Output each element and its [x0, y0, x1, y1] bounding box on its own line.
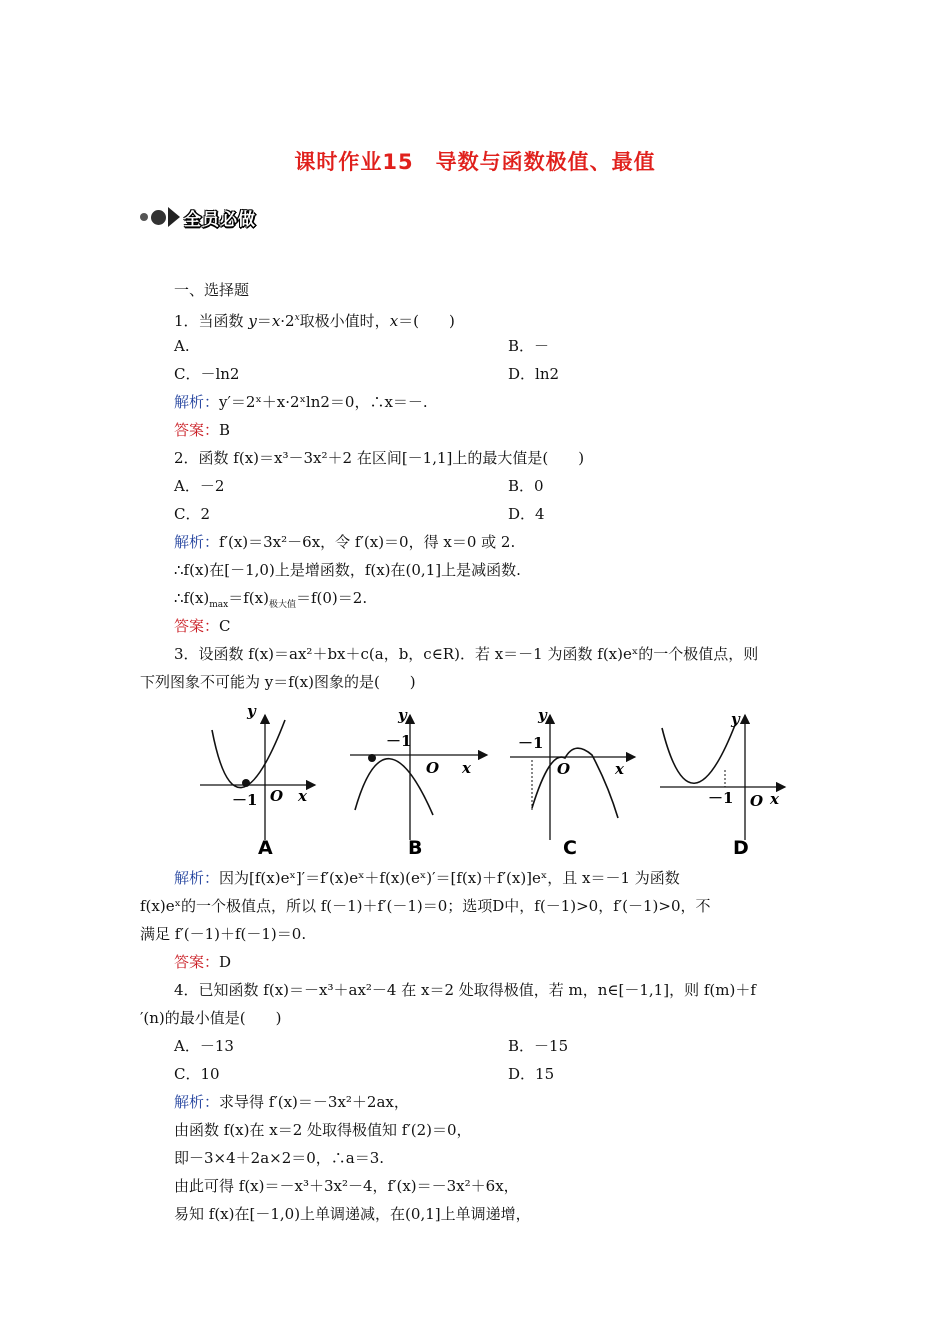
q1-analysis: 解析：y′＝2ˣ＋x·2ˣln2＝0，∴x＝－.: [174, 393, 428, 411]
q3-analysis: 解析：因为[f(x)eˣ]′＝f′(x)eˣ＋f(x)(eˣ)′＝[f(x)＋f′(x)]eˣ，且 x＝－1 为函数: [174, 869, 680, 887]
q1-option-b: B．－: [508, 337, 550, 355]
section-banner: [140, 202, 256, 232]
analysis-label: 解析：: [174, 393, 220, 411]
svg-text:－1: －1: [518, 734, 544, 752]
section-heading: 一、选择题: [174, 281, 250, 299]
q2-analysis: 解析：f′(x)＝3x²－6x，令 f′(x)＝0，得 x＝0 或 2.: [174, 533, 516, 551]
arrow-right-icon: [168, 207, 180, 227]
svg-text:y: y: [731, 710, 740, 728]
figure-label-d: D: [733, 837, 749, 859]
analysis-label: 解析：: [174, 869, 220, 887]
svg-text:y: y: [247, 702, 256, 720]
q4-analysis-line2: 由函数 f(x)在 x＝2 处取得极值知 f′(2)＝0，: [174, 1121, 472, 1139]
figure-label-c: C: [563, 837, 577, 859]
page-title: 课时作业15 导数与函数极值、最值: [294, 150, 656, 174]
q2-option-c: C．2: [174, 505, 211, 523]
q3-answer: 答案：D: [174, 953, 232, 971]
q4-analysis-line3: 即－3×4＋2a×2＝0，∴a＝3.: [174, 1149, 385, 1167]
q4-analysis-line4: 由此可得 f(x)＝－x³＋3x²－4，f′(x)＝－3x²＋6x，: [174, 1177, 519, 1195]
svg-text:O: O: [426, 759, 440, 777]
svg-text:－1: －1: [386, 732, 412, 750]
q2-answer: 答案：C: [174, 617, 231, 635]
q4-option-b: B．－15: [508, 1037, 569, 1055]
graph-figures-svg: [190, 700, 810, 870]
svg-text:O: O: [557, 760, 571, 778]
bullet-dot-large-icon: [151, 210, 166, 225]
svg-text:O: O: [270, 787, 284, 805]
q1-option-a: A.: [174, 337, 190, 355]
figure-d: [660, 710, 785, 859]
bullet-dot-small-icon: [140, 213, 148, 221]
q1-option-c: C．－ln2: [174, 365, 240, 383]
answer-label: 答案：: [174, 421, 220, 439]
q4-option-d: D．15: [508, 1065, 555, 1083]
figure-label-b: B: [408, 837, 423, 859]
q2-analysis-line2: ∴f(x)在[－1,0)上是增函数，f(x)在(0,1]上是减函数.: [174, 561, 521, 579]
q3-stem-line2: 下列图象不可能为 y＝f(x)图象的是( ): [140, 673, 416, 691]
q4-analysis-line5: 易知 f(x)在[－1,0)上单调递减，在(0,1]上单调递增，: [174, 1205, 531, 1223]
figure-a: [200, 702, 315, 859]
svg-text:x: x: [298, 787, 307, 805]
banner-label: 全员必做: [184, 209, 256, 230]
svg-text:－1: －1: [232, 791, 258, 809]
q2-analysis-line3: $\therefore f(x)_{max}=f(x)_{极大值}=f(0)=2$.: [174, 589, 368, 610]
svg-text:y: y: [398, 706, 407, 724]
q2-stem: 2．函数 f(x)＝x³－3x²＋2 在区间[－1,1]上的最大值是( ): [174, 449, 585, 467]
figure-c: [510, 706, 635, 859]
q4-analysis: 解析：求导得 f′(x)＝－3x²＋2ax，: [174, 1093, 409, 1111]
q4-option-c: C．10: [174, 1065, 220, 1083]
svg-text:x: x: [770, 790, 779, 808]
q1-option-d: D．ln2: [508, 365, 560, 383]
q4-stem-line1: 4．已知函数 f(x)＝－x³＋ax²－4 在 x＝2 处取得极值，若 m，n∈[－1,1]，则 f(m)＋f: [174, 981, 756, 999]
svg-text:x: x: [462, 759, 471, 777]
q4-stem-line2: ′(n)的最小值是( ): [140, 1009, 282, 1027]
svg-text:y: y: [538, 706, 547, 724]
q3-analysis-line2: f(x)eˣ的一个极值点，所以 f(－1)＋f′(－1)＝0；选项D中，f(－1)>0，f′(－1)>0，不: [140, 897, 711, 915]
analysis-label: 解析：: [174, 533, 220, 551]
q1-stem: 1．当函数 $y=x\cdot 2^x$取极小值时，x＝( ): [174, 312, 455, 330]
figure-b: [350, 706, 487, 859]
q1-answer: 答案：B: [174, 421, 231, 439]
q3-figures: [190, 700, 810, 870]
analysis-label: 解析：: [174, 1093, 220, 1111]
figure-label-a: A: [258, 837, 273, 859]
q4-option-a: A．－13: [174, 1037, 234, 1055]
q2-option-a: A．－2: [174, 477, 225, 495]
answer-label: 答案：: [174, 617, 220, 635]
svg-text:O: O: [750, 792, 764, 810]
q3-analysis-line3: 满足 f′(－1)＋f(－1)＝0.: [140, 925, 307, 943]
svg-text:－1: －1: [708, 789, 734, 807]
q2-option-b: B．0: [508, 477, 544, 495]
answer-label: 答案：: [174, 953, 220, 971]
q2-option-d: D．4: [508, 505, 545, 523]
q3-stem-line1: 3．设函数 f(x)＝ax²＋bx＋c(a，b，c∈R)．若 x＝－1 为函数 f(x)eˣ的一个极值点，则: [174, 645, 759, 663]
svg-text:x: x: [615, 760, 624, 778]
